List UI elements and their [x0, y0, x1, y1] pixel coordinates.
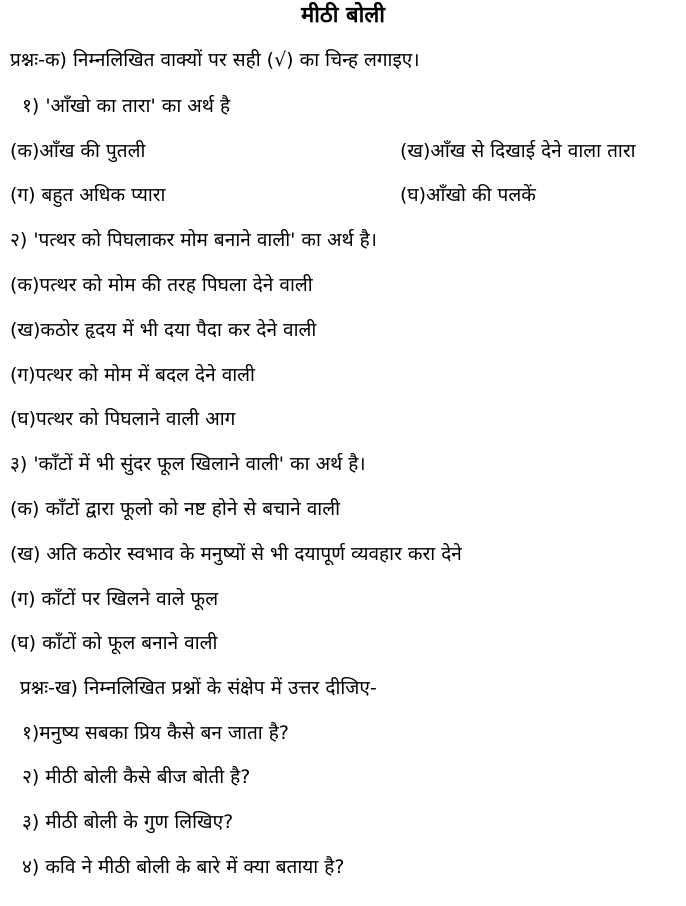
question-1-option-a: (क)आँख की पुतली — [10, 140, 146, 162]
page-title: मीठी बोली — [301, 3, 385, 28]
short-question-4: ४) कवि ने मीठी बोली के बारे में क्या बताया है? — [22, 856, 345, 878]
short-question-3: ३) मीठी बोली के गुण लिखिए? — [22, 811, 234, 833]
question-2-prompt: २) 'पत्थर को पिघलाकर मोम बनाने वाली' का अर्थ है। — [10, 229, 377, 251]
short-question-1: १)मनुष्य सबका प्रिय कैसे बन जाता है? — [22, 722, 289, 744]
question-1-option-c: (ग) बहुत अधिक प्यारा — [10, 184, 166, 206]
question-2-option-b: (ख)कठोर हृदय में भी दया पैदा कर देने वाली — [10, 319, 317, 341]
question-2-option-a: (क)पत्थर को मोम की तरह पिघला देने वाली — [10, 274, 313, 296]
question-1-option-b: (ख)आँख से दिखाई देने वाला तारा — [400, 140, 636, 162]
question-3-prompt: ३) 'काँटों में भी सुंदर फूल खिलाने वाली' का अर्थ है। — [10, 453, 366, 475]
question-1-option-d: (घ)आँखो की पलकें — [400, 184, 536, 206]
question-2-option-d: (घ)पत्थर को पिघलाने वाली आग — [10, 408, 236, 430]
question-3-option-b: (ख) अति कठोर स्वभाव के मनुष्यों से भी दयापूर्ण व्यवहार करा देने — [10, 543, 462, 565]
question-1-prompt: १) 'आँखो का तारा' का अर्थ है — [22, 95, 231, 117]
question-3-option-d: (घ) काँटों को फूल बनाने वाली — [10, 632, 218, 654]
short-question-2: २) मीठी बोली कैसे बीज बोती है? — [22, 766, 251, 788]
question-3-option-c: (ग) काँटों पर खिलने वाले फूल — [10, 588, 219, 610]
section-a-heading: प्रश्नः-क) निम्नलिखित वाक्यों पर सही (√) का चिन्ह लगाइए। — [10, 49, 420, 71]
question-3-option-a: (क) काँटों द्वारा फूलो को नष्ट होने से बचाने वाली — [10, 498, 340, 520]
section-b-heading: प्रश्नः-ख) निम्नलिखित प्रश्नों के संक्षेप में उत्तर दीजिए- — [20, 677, 377, 699]
question-2-option-c: (ग)पत्थर को मोम में बदल देने वाली — [10, 364, 255, 386]
